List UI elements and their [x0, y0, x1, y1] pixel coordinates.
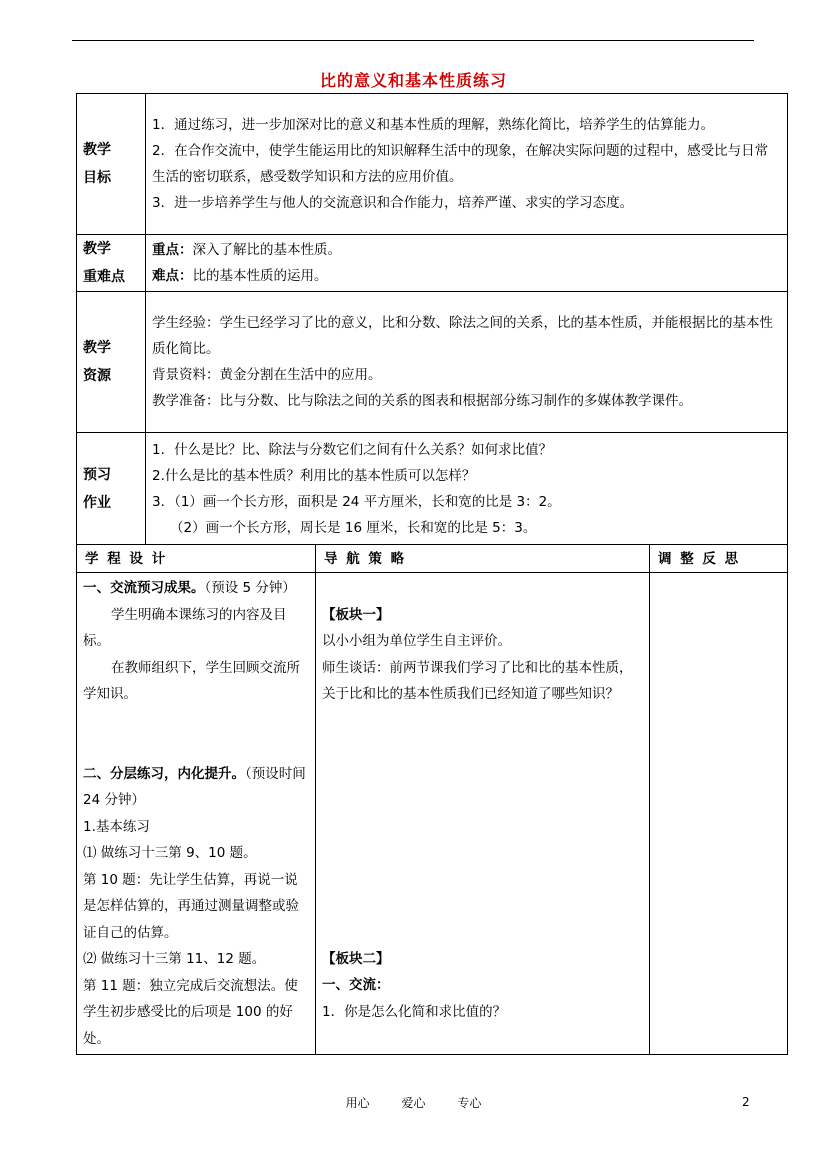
preview-content [146, 433, 788, 545]
spacer [83, 708, 309, 761]
section1-heading [83, 575, 309, 602]
footer-word: 用心 [345, 1096, 370, 1110]
footer-motto [0, 1094, 827, 1111]
resource-item: 背景资料：黄金分割在生活中的应用。 [152, 367, 382, 383]
preview-row [77, 433, 788, 545]
section2-heading [83, 761, 309, 814]
header-design: 学 程 设 计 [77, 545, 316, 573]
footer-word: 爱心 [401, 1096, 426, 1110]
key-points-content [146, 235, 788, 292]
page-number: 2 [742, 1095, 750, 1109]
strategy-column [316, 573, 650, 1055]
objectives-label-line2: 目标 [83, 170, 111, 186]
exercise-detail: 第 11 题：独立完成后交流想法。使学生初步感受比的后项是 100 的好处。 [83, 977, 298, 1047]
block1-paragraph: 师生谈话：前两节课我们学习了比和比的基本性质，关于比和比的基本性质我们已经知道了哪些知识？ [322, 659, 633, 703]
focus-text: 深入了解比的基本性质。 [192, 242, 341, 258]
section2-title: 二、分层练习，内化提升。 [83, 765, 245, 782]
key-points-label-line1: 教学 [83, 241, 111, 257]
exercise-item: ⑵ 做练习十三第 11、12 题。 [83, 951, 266, 967]
spacer [322, 708, 643, 946]
header-rule [72, 40, 754, 41]
difficulty-label: 难点： [152, 268, 193, 284]
preview-label-line2: 作业 [83, 494, 111, 511]
resources-label-line2: 资源 [83, 368, 111, 384]
objectives-label [77, 94, 146, 235]
focus-label: 重点： [152, 242, 193, 258]
resources-row [77, 292, 788, 433]
design-column [77, 573, 316, 1055]
lesson-plan-table [76, 93, 788, 1055]
section1-note: （预设 5 分钟） [204, 580, 296, 596]
resource-item: 学生经验：学生已经学习了比的意义，比和分数、除法之间的关系，比的基本性质，并能根据比的基本性质化简比。 [152, 315, 773, 357]
focus-line [152, 237, 781, 263]
section2-note: （预设时间 24 分钟） [83, 765, 306, 808]
process-row [77, 573, 788, 1055]
preview-item: （2）画一个长方形，周长是 16 厘米，长和宽的比是 5：3。 [170, 519, 537, 536]
block1-title: 【板块一】 [322, 606, 390, 623]
exercise-item: ⑴ 做练习十三第 9、10 题。 [83, 845, 257, 861]
block2-subtitle: 一、交流： [322, 977, 390, 994]
resources-label-line1: 教学 [83, 340, 111, 356]
basic-practice: 1.基本练习 [83, 818, 150, 835]
preview-label [77, 433, 146, 545]
preview-item: 3．（1）画一个长方形，面积是 24 平方厘米，长和宽的比是 3：2。 [152, 493, 561, 510]
difficulty-text: 比的基本性质的运用。 [192, 268, 328, 284]
resources-content [146, 292, 788, 433]
objective-item: 2．在合作交流中，使学生能运用比的知识解释生活中的现象，在解决实际问题的过程中，感受比与日常生活的密切联系，感受数学知识和方法的应用价值。 [152, 143, 769, 185]
exercise-detail: 第 10 题：先让学生估算，再说一说是怎样估算的，再通过测量调整或验证自己的估算。 [83, 871, 299, 941]
block2-question: 1．你是怎么化简和求比值的？ [322, 1003, 507, 1020]
preview-item: 1．什么是比？比、除法与分数它们之间有什么关系？如何求比值？ [152, 441, 553, 458]
reflection-column [650, 573, 788, 1055]
objectives-row [77, 94, 788, 235]
objectives-content [146, 94, 788, 235]
difficulty-line [152, 263, 781, 289]
section1-title: 一、交流预习成果。 [83, 580, 205, 596]
key-points-label [77, 235, 146, 292]
key-points-row [77, 235, 788, 292]
header-strategy: 导 航 策 略 [316, 545, 650, 573]
preview-label-line1: 预习 [83, 466, 111, 483]
preview-item: 2.什么是比的基本性质？利用比的基本性质可以怎样？ [152, 467, 476, 484]
resource-item: 教学准备：比与分数、比与除法之间的关系的图表和根据部分练习制作的多媒体教学课件。 [152, 393, 692, 409]
block2-title: 【板块二】 [322, 950, 390, 967]
document-title: 比的意义和基本性质练习 [319, 71, 507, 90]
objective-item: 3．进一步培养学生与他人的交流意识和合作能力，培养严谨、求实的学习态度。 [152, 195, 634, 211]
objective-item: 1．通过练习，进一步加深对比的意义和基本性质的理解，熟练化简比，培养学生的估算能力。 [152, 117, 715, 133]
section1-paragraph: 学生明确本课练习的内容及目标。 [83, 606, 287, 649]
block1-paragraph: 以小小组为单位学生自主评价。 [322, 633, 511, 650]
footer-word: 专心 [457, 1096, 482, 1110]
header-reflection: 调 整 反 思 [650, 545, 788, 573]
resources-label [77, 292, 146, 433]
section1-paragraph: 在教师组织下，学生回顾交流所学知识。 [83, 659, 300, 702]
key-points-label-line2: 重难点 [83, 269, 125, 285]
objectives-label-line1: 教学 [83, 142, 111, 158]
section-header-row [77, 545, 788, 573]
